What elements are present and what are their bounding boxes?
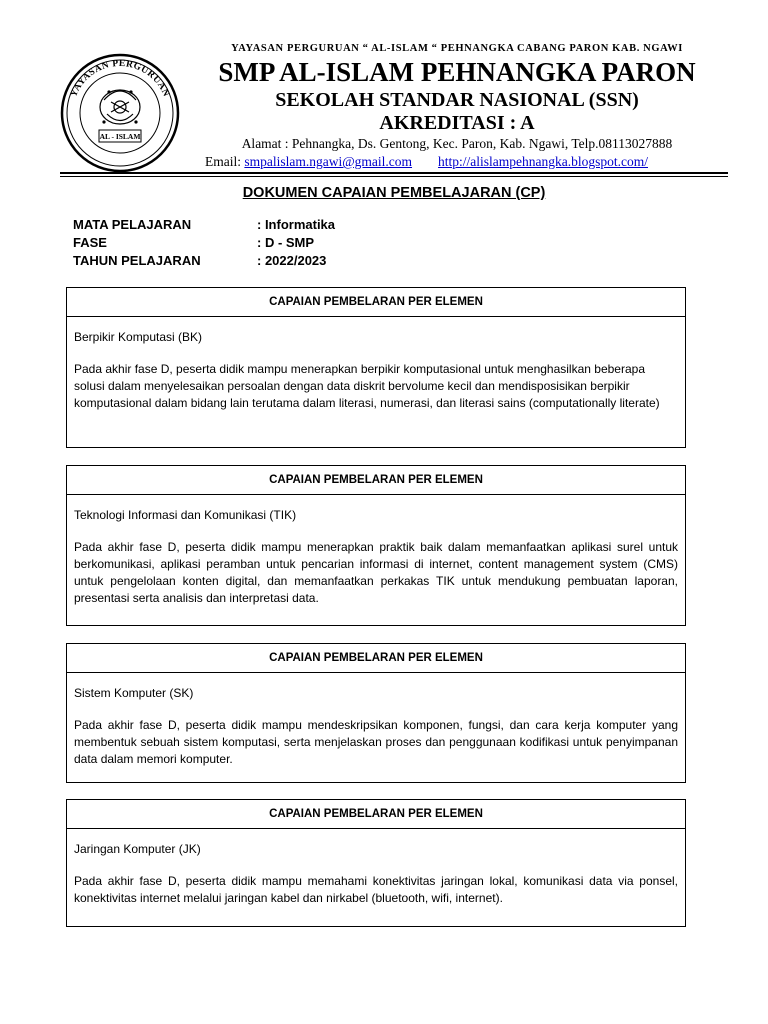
- card-body: [67, 317, 685, 412]
- meta-value: : D - SMP: [257, 235, 315, 250]
- document-meta: [73, 216, 335, 270]
- meta-label: FASE: [73, 235, 107, 250]
- element-name: Jaringan Komputer (JK): [74, 842, 201, 856]
- cp-card-tik: [66, 465, 686, 626]
- element-description: Pada akhir fase D, peserta didik mampu mendeskripsikan komponen, fungsi, dan cara kerja komputer yang membentuk sebuah sistem komputasi, serta menjelaskan proses dan penggunaan kodifikasi untuk penyimpanan data dalam memori komputer.: [74, 718, 678, 766]
- meta-label: TAHUN PELAJARAN: [73, 253, 201, 268]
- school-name: SMP AL-ISLAM PEHNANGKA PARON: [218, 57, 696, 87]
- svg-text:YAYASAN PERGURUAN: [69, 59, 171, 99]
- foundation-name: YAYASAN PERGURUAN “ AL-ISLAM “ PEHNANGKA CABANG PARON KAB. NGAWI: [231, 43, 683, 54]
- school-address: Alamat : Pehnangka, Ds. Gentong, Kec. Paron, Kab. Ngawi, Telp.08113027888: [241, 136, 673, 151]
- school-seal-icon: [59, 52, 181, 174]
- element-name: Berpikir Komputasi (BK): [74, 330, 203, 344]
- element-description: Pada akhir fase D, peserta didik mampu memahami konektivitas jaringan lokal, komunikasi data via ponsel, konektivitas internet melalui jaringan kabel dan nirkabel (bluetooth, wifi, internet).: [74, 874, 678, 905]
- logo-top-text: YAYASAN PERGURUAN: [69, 58, 171, 99]
- card-header: CAPAIAN PEMBELARAN PER ELEMEN: [67, 288, 685, 317]
- element-description: Pada akhir fase D, peserta didik mampu menerapkan berpikir komputasional untuk menghasilkan beberapa solusi dalam menyelesaikan persoalan dengan data diskrit bervolume kecil dan mendisposisikan berpikir komputasional dalam bidang lain terutama dalam literasi, numerasi, dan literasi sains (computationally literate): [74, 362, 660, 410]
- card-header: CAPAIAN PEMBELARAN PER ELEMEN: [67, 644, 685, 673]
- meta-value: : Informatika: [257, 217, 336, 232]
- website-link[interactable]: http://alislampehnangka.blogspot.com/: [438, 154, 648, 169]
- card-body: [67, 673, 685, 768]
- element-name: Teknologi Informasi dan Komunikasi (TIK): [74, 508, 297, 522]
- school-status: SEKOLAH STANDAR NASIONAL (SSN): [275, 89, 639, 111]
- meta-row-subject: [73, 216, 335, 234]
- contact-line: [205, 153, 725, 170]
- card-header: CAPAIAN PEMBELARAN PER ELEMEN: [67, 800, 685, 829]
- cp-card-sk: [66, 643, 686, 783]
- cp-card-bk: [66, 287, 686, 448]
- card-header: CAPAIAN PEMBELARAN PER ELEMEN: [67, 466, 685, 495]
- school-logo: [59, 52, 181, 174]
- header-rule-thick: [60, 172, 728, 174]
- meta-value: : 2022/2023: [257, 253, 327, 268]
- document-title: [60, 185, 728, 201]
- meta-row-year: [73, 252, 335, 270]
- document-title-text: DOKUMEN CAPAIAN PEMBELAJARAN (CP): [242, 185, 546, 201]
- logo-bottom-text: AL - ISLAM: [99, 132, 141, 141]
- meta-row-phase: [73, 234, 335, 252]
- accreditation: AKREDITASI : A: [379, 112, 535, 134]
- email-link[interactable]: smpalislam.ngawi@gmail.com: [244, 154, 413, 169]
- meta-label: MATA PELAJARAN: [73, 217, 192, 232]
- card-body: [67, 829, 685, 907]
- card-body: [67, 495, 685, 607]
- element-name: Sistem Komputer (SK): [74, 686, 194, 700]
- element-description: Pada akhir fase D, peserta didik mampu menerapkan praktik baik dalam memanfaatkan aplikasi surel untuk berkomunikasi, aplikasi peramban untuk pencarian informasi di internet, content management system (CMS) untuk pengelolaan konten digital, dan memanfaatkan perkakas TIK untuk mendukung pembuatan laporan, presentasi serta analisis dan interpretasi data.: [74, 540, 678, 605]
- email-label: Email:: [205, 154, 245, 169]
- cp-card-jk: [66, 799, 686, 927]
- header-rule-thin: [60, 176, 728, 177]
